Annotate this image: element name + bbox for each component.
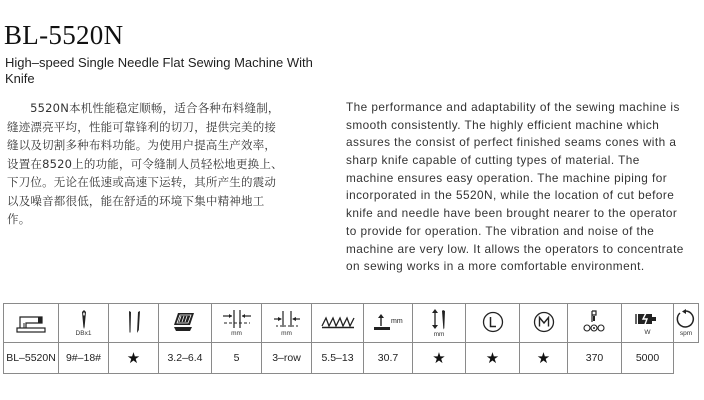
spec-icon-cell — [520, 304, 568, 343]
product-subtitle: High–speed Single Needle Flat Sewing Machine With Knife — [5, 55, 313, 86]
lubrication-M-icon — [533, 311, 555, 333]
knife-icon — [125, 310, 143, 334]
stitch-length-icon — [222, 309, 252, 337]
description-chinese: 5520N本机性能稳定顺畅，适合各种布料缝制， 缝迹漂亮平均，性能可靠锋利的切刀，提供完美的接 缝以及切割多种布料功能。为使用户提高生产效率， 设置在8520上的功能，可令缝制人员轻松地更换上、 下刀位。无论在低速或高速下运转，其所产生的震动 以及噪音都很低，能在舒适的环境下集中精神地工 作。 — [7, 101, 283, 226]
english-line: machine ensures easy operation. The machine piping for — [346, 170, 668, 185]
feed-row-icon — [321, 315, 355, 329]
english-line: to provide for operation. The vibration and noise of the — [346, 223, 655, 238]
star-icon: ★ — [485, 349, 500, 367]
english-line: knife and needle have been brought nearer to the operator — [346, 206, 678, 221]
spec-icon-row — [4, 304, 699, 343]
spec-lube-l-cell — [413, 343, 466, 374]
spec-icon-cell — [622, 304, 674, 343]
spec-stroke-cell: 30.7 — [364, 343, 413, 374]
needle-type-caption: DBx1 — [75, 329, 92, 337]
spec-knife-cell — [109, 343, 159, 374]
description-english — [346, 99, 704, 276]
needle-icon — [76, 309, 92, 337]
spec-icon-cell — [568, 304, 622, 343]
needle-gauge-icon — [272, 309, 302, 337]
spec-lube-m-cell — [466, 343, 520, 374]
star-icon: ★ — [536, 349, 551, 367]
spec-speed-cell: 5000 — [622, 343, 674, 374]
english-line: assures the consist of perfect finished seams cones with a — [346, 135, 677, 150]
spec-needle-size-cell: 9#–18# — [59, 343, 109, 374]
spec-table — [3, 303, 699, 374]
spec-icon-cell — [674, 304, 699, 343]
spec-icon-cell — [312, 304, 364, 343]
spec-motor-cell: 370 — [568, 343, 622, 374]
english-line: on sewing works in a more comfortable environment. — [346, 259, 645, 274]
spec-value-row — [4, 343, 699, 374]
english-line: smooth consistently. The highly efficient machine which — [346, 117, 660, 132]
spec-icon-cell — [59, 304, 109, 343]
max-speed-icon — [674, 309, 698, 337]
english-line: The performance and adaptability of the sewing machine is — [346, 100, 680, 114]
spec-trimmer-cell — [520, 343, 568, 374]
spec-icon-cell — [413, 304, 466, 343]
model-title: BL-5520N — [4, 20, 124, 50]
spec-icon-cell — [4, 304, 59, 343]
english-line: machine are very low. It allows the operators to concentrate — [346, 241, 684, 256]
speed-unit-caption: spm — [679, 329, 693, 337]
spec-icon-cell — [262, 304, 312, 343]
thread-trimmer-icon — [582, 310, 608, 334]
english-line: sharp knife capable of cutting types of material. The — [346, 153, 640, 168]
star-icon: ★ — [126, 349, 141, 367]
lubrication-L-icon — [482, 311, 504, 333]
spec-gauge-cell: 5 — [212, 343, 262, 374]
spec-icon-cell — [159, 304, 212, 343]
star-icon: ★ — [432, 349, 446, 367]
spec-stitch-length-cell: 3.2–6.4 — [159, 343, 212, 374]
spec-icon-cell — [364, 304, 413, 343]
spec-lift-cell: 5.5–13 — [312, 343, 364, 374]
motor-power-icon — [635, 310, 661, 336]
needle-bar-stroke-icon — [426, 308, 452, 338]
lift-unit-caption: mm — [391, 317, 403, 325]
english-line: incorporated in the 5520N, while the location of cut before — [346, 188, 675, 203]
feed-dog-icon — [172, 311, 198, 333]
sewing-machine-icon — [16, 311, 46, 333]
spec-feed-row-cell: 3–row — [262, 343, 312, 374]
stroke-unit-caption: mm — [433, 330, 445, 338]
spec-icon-cell — [466, 304, 520, 343]
needle-gauge-caption: mm — [281, 329, 292, 337]
spec-icon-cell — [212, 304, 262, 343]
presser-foot-lift-icon — [372, 312, 404, 332]
stitch-length-caption: mm — [231, 329, 242, 337]
spec-model-cell: BL–5520N — [4, 343, 59, 374]
spec-icon-cell — [109, 304, 159, 343]
motor-unit-caption: W — [644, 328, 651, 336]
